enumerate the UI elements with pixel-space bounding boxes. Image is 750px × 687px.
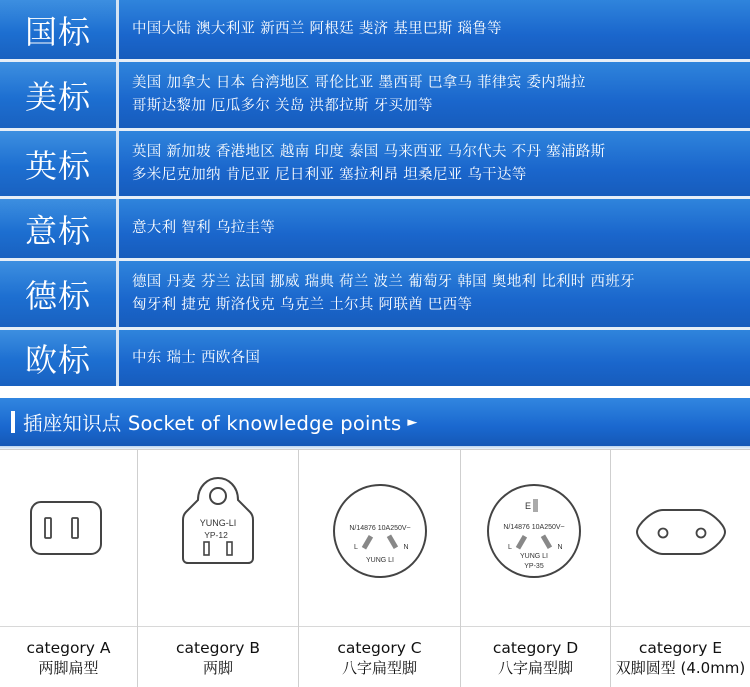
svg-text:YP-35: YP-35 xyxy=(524,563,544,570)
category-c-cell xyxy=(298,450,460,687)
two-flat-pin-socket-icon xyxy=(0,450,137,626)
standard-row-oubiao xyxy=(0,330,750,386)
svg-text:YUNG LI: YUNG LI xyxy=(365,557,395,564)
svg-text:YUNG-LI: YUNG-LI xyxy=(199,518,237,528)
category-name-en: category B xyxy=(175,639,261,657)
arrow-right-icon: ► xyxy=(407,414,418,430)
category-e-cell xyxy=(610,450,750,687)
grounded-angled-pin-socket-icon xyxy=(461,450,610,626)
svg-text:N/14876 10A250V~: N/14876 10A250V~ xyxy=(503,524,565,531)
svg-text:L: L xyxy=(354,544,358,551)
category-a-cell xyxy=(0,450,137,687)
divider xyxy=(138,626,298,627)
category-name-en: category A xyxy=(26,639,111,657)
category-name-zh: 八字扁型脚 xyxy=(341,659,417,677)
svg-text:L: L xyxy=(508,544,512,551)
divider xyxy=(611,626,750,627)
svg-text:YUNG LI: YUNG LI xyxy=(519,553,549,560)
divider xyxy=(0,626,137,627)
svg-text:N: N xyxy=(403,544,409,551)
knowledge-banner xyxy=(0,398,750,446)
standard-name: 德标 xyxy=(0,261,119,327)
category-label xyxy=(0,638,137,678)
standard-name: 意标 xyxy=(0,199,119,258)
category-label xyxy=(611,638,750,678)
svg-text:E: E xyxy=(524,501,532,511)
category-d-cell xyxy=(460,450,610,687)
two-round-pin-socket-icon xyxy=(611,450,750,626)
category-name-zh: 八字扁型脚 xyxy=(497,659,573,677)
category-name-zh: 双脚圆型 (4.0mm) xyxy=(615,659,746,677)
svg-text:N/14876 10A250V~: N/14876 10A250V~ xyxy=(349,525,411,532)
standard-name: 欧标 xyxy=(0,330,119,386)
banner-accent-bar xyxy=(11,411,15,433)
category-label xyxy=(461,638,610,678)
divider xyxy=(299,626,460,627)
standard-countries: 中国大陆 澳大利亚 新西兰 阿根廷 斐济 基里巴斯 瑙鲁等 xyxy=(119,0,750,59)
category-label xyxy=(299,638,460,678)
svg-text:N: N xyxy=(557,544,563,551)
standard-countries: 中东 瑞士 西欧各国 xyxy=(119,330,750,386)
standard-countries: 意大利 智利 乌拉圭等 xyxy=(119,199,750,258)
standard-row-guobiao xyxy=(0,0,750,59)
category-label xyxy=(138,638,298,678)
socket-categories-grid xyxy=(0,449,750,687)
category-name-zh: 两脚 xyxy=(202,659,233,677)
svg-text:YP-12: YP-12 xyxy=(204,530,228,540)
category-name-en: category D xyxy=(492,639,579,657)
standard-row-yingbiao xyxy=(0,131,750,196)
category-name-zh: 两脚扁型 xyxy=(38,659,99,677)
standard-countries: 德国 丹麦 芬兰 法国 挪威 瑞典 荷兰 波兰 葡萄牙 韩国 奥地利 比利时 西班牙 匈牙利 捷克 斯洛伐克 乌克兰 土尔其 阿联酋 巴西等 xyxy=(119,261,750,327)
standard-row-meibiao xyxy=(0,62,750,128)
category-name-en: category E xyxy=(638,639,723,657)
standard-countries: 美国 加拿大 日本 台湾地区 哥伦比亚 墨西哥 巴拿马 菲律宾 委内瑞拉 哥斯达黎加 厄瓜多尔 关岛 洪都拉斯 牙买加等 xyxy=(119,62,750,128)
standard-row-debiao xyxy=(0,261,750,327)
standard-row-yibiao xyxy=(0,199,750,258)
angled-flat-pin-socket-icon xyxy=(299,450,460,626)
yp12-plug-icon xyxy=(138,450,298,626)
standard-countries: 英国 新加坡 香港地区 越南 印度 泰国 马来西亚 马尔代夫 不丹 塞浦路斯 多米尼克加纳 肯尼亚 尼日利亚 塞拉利昂 坦桑尼亚 乌干达等 xyxy=(119,131,750,196)
category-b-cell xyxy=(137,450,298,687)
standard-name: 英标 xyxy=(0,131,119,196)
standard-name: 美标 xyxy=(0,62,119,128)
category-name-en: category C xyxy=(337,639,422,657)
standard-name: 国标 xyxy=(0,0,119,59)
divider xyxy=(461,626,610,627)
banner-title: 插座知识点 Socket of knowledge points xyxy=(23,412,402,435)
